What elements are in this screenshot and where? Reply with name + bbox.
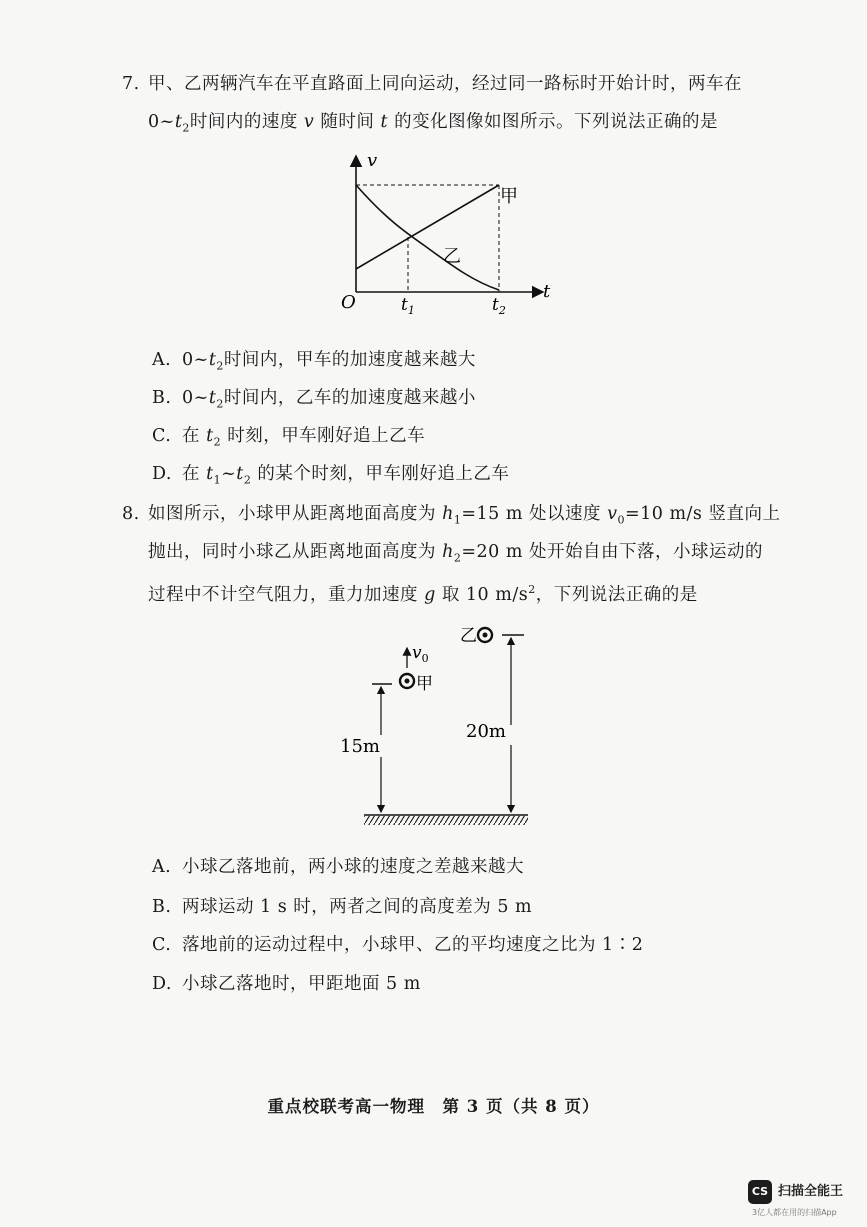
option-var: t <box>206 426 214 446</box>
q7-stem-line1: 甲、乙两辆汽车在平直路面上同向运动，经过同一路标时开始计时，两车在 <box>148 74 742 94</box>
option-text: 小球乙落地前，两小球的速度之差越来越大 <box>182 857 524 877</box>
label-yi: 乙 <box>443 246 461 267</box>
option-pre: 0~ <box>182 388 209 408</box>
curve-yi <box>356 185 499 290</box>
option-pre: 0~ <box>182 350 209 370</box>
q7-text-b: 随时间 <box>314 112 381 132</box>
q8-text: =15 m 处以速度 <box>461 504 608 524</box>
ground-hatch <box>364 816 528 825</box>
option-sub: 1 <box>213 473 222 487</box>
origin-label: O <box>341 292 356 313</box>
option-sub: 2 <box>216 359 224 373</box>
q8-number: 8. <box>122 504 140 524</box>
q7-option-a[interactable] <box>152 348 476 379</box>
q8-option-b[interactable] <box>152 895 532 919</box>
label-jia: 甲 <box>500 186 518 207</box>
q8-text: 抛出，同时小球乙从距离地面高度为 <box>148 542 443 562</box>
q8-line3 <box>148 578 698 607</box>
option-label: B. <box>152 388 172 408</box>
label-jia: 甲 <box>416 674 433 694</box>
q8-text: =20 m 处开始自由下落，小球运动的 <box>461 542 763 562</box>
option-text: 时间内，甲车的加速度越来越大 <box>223 350 476 370</box>
q8-line1 <box>122 502 780 533</box>
axis-t-label: t <box>543 281 551 302</box>
q7-line1 <box>122 72 742 96</box>
camscanner-tagline: 3亿人都在用的扫描App <box>752 1208 837 1217</box>
option-var: t <box>206 464 214 484</box>
v0-label: $v_0$ <box>412 643 429 665</box>
q7-line2 <box>148 110 718 141</box>
option-text: 两球运动 1 s 时，两者之间的高度差为 5 m <box>182 897 533 917</box>
q8-var-v: v <box>607 504 618 524</box>
q8-text: =10 m/s 竖直向上 <box>624 504 781 524</box>
q8-option-c[interactable] <box>152 933 643 957</box>
q8-option-d[interactable] <box>152 972 421 996</box>
q8-sup: 2 <box>528 583 536 596</box>
t1-label: $t_1$ <box>401 295 415 317</box>
q7-text-c: 的变化图像如图所示。下列说法正确的是 <box>388 112 719 132</box>
option-label: D. <box>152 464 172 484</box>
q8-var-g: g <box>424 584 436 605</box>
option-label: A. <box>152 857 172 877</box>
option-sub: 2 <box>213 435 222 449</box>
ball-yi-center <box>483 633 488 638</box>
option-sub: 2 <box>216 397 224 411</box>
q8-option-a[interactable] <box>152 855 524 879</box>
q7-option-c[interactable] <box>152 424 425 455</box>
label-15m: 15m <box>340 736 380 757</box>
q8-text: 取 10 m/s <box>435 584 529 605</box>
option-label: C. <box>152 935 172 955</box>
option-var: t <box>208 388 217 408</box>
q7-sub: 2 <box>182 121 190 135</box>
q7-var-v: v <box>303 112 315 132</box>
camscanner-logo-icon: CS <box>748 1180 772 1204</box>
option-pre: 在 <box>182 464 207 484</box>
q7-range-start: 0~ <box>148 112 175 132</box>
option-text: 的某个时刻，甲车刚好追上乙车 <box>251 464 510 484</box>
q8-sub: 2 <box>453 551 462 565</box>
option-sub2: 2 <box>243 473 252 487</box>
page-footer: 重点校联考高一物理 第 3 页（共 8 页） <box>267 1097 600 1116</box>
q7-option-d[interactable] <box>152 462 509 493</box>
q8-line2 <box>148 540 763 571</box>
option-text: 时刻，甲车刚好追上乙车 <box>221 426 426 446</box>
option-pre: 在 <box>182 426 207 446</box>
option-var2: t <box>236 464 244 484</box>
option-label: A. <box>152 350 172 370</box>
ball-jia-center <box>405 679 410 684</box>
line-jia <box>356 185 499 269</box>
q7-number: 7. <box>122 74 140 94</box>
option-mid: ~ <box>221 464 237 484</box>
q7-velocity-time-graph <box>335 150 565 320</box>
q7-text-a: 时间内的速度 <box>189 112 304 132</box>
q8-text: 如图所示，小球甲从距离地面高度为 <box>148 504 443 524</box>
q8-text: 过程中不计空气阻力，重力加速度 <box>148 584 425 605</box>
q7-var-t2: t <box>380 112 388 132</box>
option-text: 小球乙落地时，甲距地面 5 m <box>182 974 421 994</box>
option-label: B. <box>152 897 172 917</box>
option-text: 落地前的运动过程中，小球甲、乙的平均速度之比为 1∶2 <box>182 935 644 955</box>
q8-balls-figure <box>330 615 550 830</box>
q8-sub: 0 <box>617 513 625 527</box>
label-20m: 20m <box>466 721 506 742</box>
option-text: 时间内，乙车的加速度越来越小 <box>223 388 476 408</box>
camscanner-name: 扫描全能王 <box>778 1184 844 1199</box>
label-yi: 乙 <box>460 626 477 646</box>
option-label: C. <box>152 426 172 446</box>
q8-var-h: h <box>442 504 454 524</box>
t2-label: $t_2$ <box>492 295 506 317</box>
q8-var-h: h <box>442 542 454 562</box>
q8-text: ，下列说法正确的是 <box>535 584 698 605</box>
option-var: t <box>208 350 217 370</box>
q8-sub: 1 <box>453 513 462 527</box>
axis-v-label: v <box>367 150 378 171</box>
option-label: D. <box>152 974 172 994</box>
q7-option-b[interactable] <box>152 386 476 417</box>
q7-var-t: t <box>174 112 183 132</box>
